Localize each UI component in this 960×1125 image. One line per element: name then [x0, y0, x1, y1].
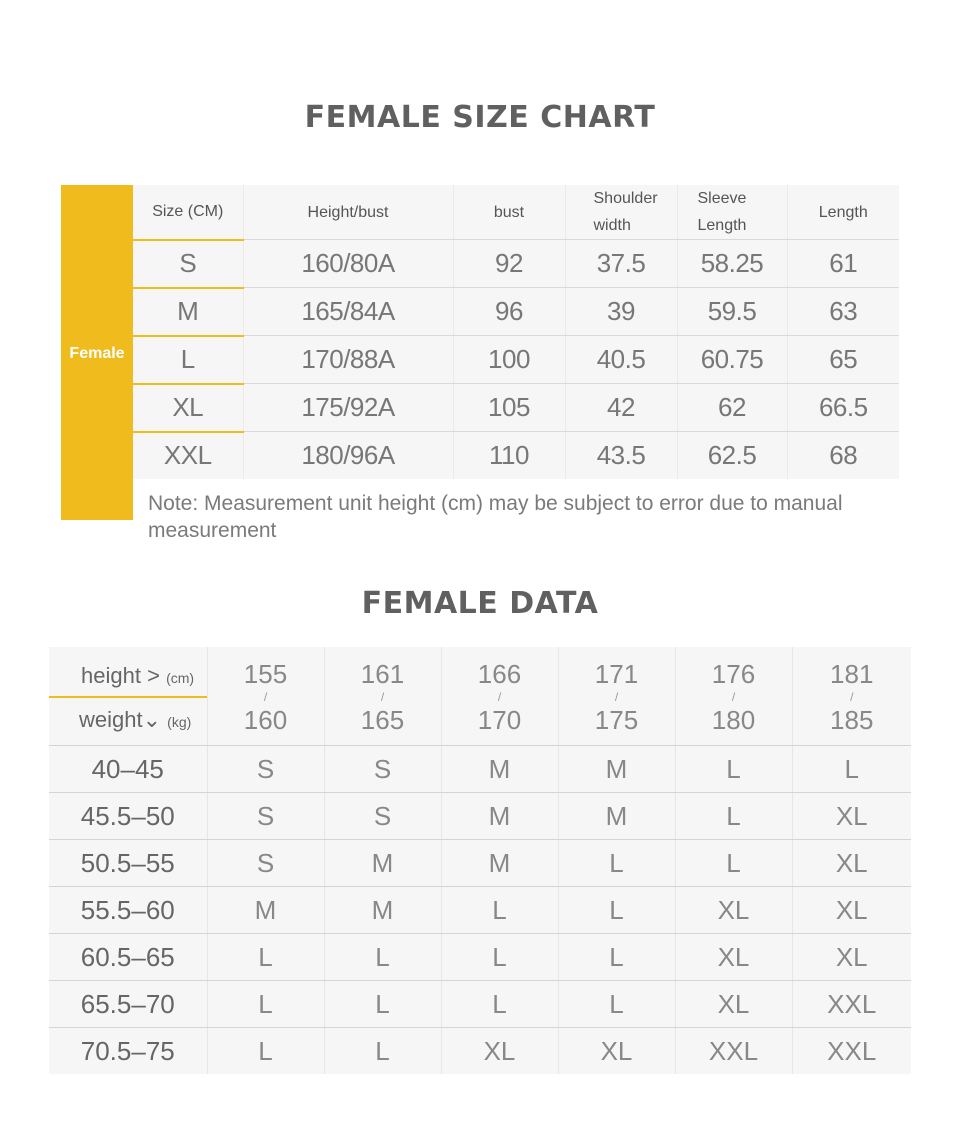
- size-row: [133, 288, 899, 336]
- cell-length: 63: [787, 288, 899, 336]
- height-range-header: [558, 647, 675, 746]
- size-cell: S: [207, 746, 324, 793]
- cell-length: 61: [787, 240, 899, 288]
- size-chart-header-row: [133, 185, 899, 240]
- cell-bust: 105: [453, 384, 565, 432]
- size-cell: XL: [792, 793, 911, 840]
- height-range-header: [675, 647, 792, 746]
- cell-shoulder-width: 43.5: [565, 432, 677, 479]
- size-cell: XL: [792, 934, 911, 981]
- size-cell: M: [441, 746, 558, 793]
- size-row: [133, 336, 899, 384]
- size-cell: M: [324, 887, 441, 934]
- cell-bust: 110: [453, 432, 565, 479]
- height-axis-label: height > (cm): [81, 663, 195, 688]
- height-range-from: 155: [243, 659, 288, 689]
- size-cell: XL: [675, 934, 792, 981]
- size-chart-title: FEMALE SIZE CHART: [304, 100, 656, 135]
- cell-shoulder-width: 39: [565, 288, 677, 336]
- height-range-to: 160: [243, 705, 288, 735]
- cell-sleeve-length: 59.5: [677, 288, 787, 336]
- height-range-from: 181: [830, 659, 874, 689]
- weight-range-cell: 70.5–75: [49, 1028, 207, 1075]
- weight-range-cell: 50.5–55: [49, 840, 207, 887]
- height-range-sep: /: [850, 690, 854, 704]
- cell-sleeve-length: 62: [677, 384, 787, 432]
- cell-sleeve-length: 60.75: [677, 336, 787, 384]
- size-cell: XXL: [792, 981, 911, 1028]
- header-shoulder-width: Shoulder width: [565, 185, 677, 240]
- cell-size: S: [133, 240, 243, 288]
- size-cell: S: [207, 840, 324, 887]
- cell-shoulder-width: 42: [565, 384, 677, 432]
- cell-height-bust: 165/84A: [243, 288, 453, 336]
- height-range-sep: /: [380, 690, 385, 704]
- size-cell: M: [441, 840, 558, 887]
- grid-header-row: [49, 647, 911, 746]
- size-cell: M: [441, 793, 558, 840]
- size-cell: L: [675, 840, 792, 887]
- size-row: [133, 240, 899, 288]
- size-row: [133, 432, 899, 479]
- height-range-from: 176: [711, 659, 756, 689]
- size-cell: L: [207, 981, 324, 1028]
- size-cell: M: [207, 887, 324, 934]
- height-range-to: 175: [594, 705, 639, 735]
- header-bust: bust: [453, 185, 565, 240]
- weight-axis-label: weight⌄ (kg): [79, 707, 192, 732]
- cell-sleeve-length: 62.5: [677, 432, 787, 479]
- size-cell: L: [441, 981, 558, 1028]
- height-range-from: 166: [477, 659, 522, 689]
- cell-length: 68: [829, 439, 858, 470]
- size-data-grid: [49, 647, 911, 1074]
- cell-height-bust: 170/88A: [243, 336, 453, 384]
- cell-length: 65: [787, 336, 899, 384]
- size-cell: XL: [675, 981, 792, 1028]
- size-row: [133, 384, 899, 432]
- size-cell: L: [324, 934, 441, 981]
- size-cell: XL: [792, 887, 911, 934]
- size-cell: M: [558, 746, 675, 793]
- size-cell: L: [792, 746, 911, 793]
- size-cell: L: [558, 840, 675, 887]
- weight-range-cell: 45.5–50: [49, 793, 207, 840]
- cell-size: XXL: [133, 432, 243, 479]
- weight-row: [49, 981, 911, 1028]
- cell-height-bust: 160/80A: [243, 240, 453, 288]
- height-range-to: 180: [711, 705, 756, 735]
- height-range-to: 185: [830, 705, 874, 735]
- size-cell: L: [558, 934, 675, 981]
- weight-range-cell: 40–45: [49, 746, 207, 793]
- height-range-to: 165: [360, 705, 405, 735]
- cell-bust: 100: [453, 336, 565, 384]
- height-range-sep: /: [614, 690, 619, 704]
- size-cell: XXL: [675, 1028, 792, 1075]
- weight-range-cell: 55.5–60: [49, 887, 207, 934]
- height-range-header: [207, 647, 324, 746]
- height-range-from: 171: [594, 659, 639, 689]
- size-cell: S: [324, 793, 441, 840]
- size-cell: L: [324, 981, 441, 1028]
- cell-size: L: [133, 336, 243, 384]
- header-size: Size (CM): [133, 185, 243, 240]
- grid-corner-cell: [49, 647, 207, 746]
- size-cell: M: [558, 793, 675, 840]
- measurement-note: Note: Measurement unit height (cm) may be subject to error due to manual measurement: [148, 492, 843, 542]
- female-group-bar: [61, 185, 133, 520]
- size-cell: L: [324, 1028, 441, 1075]
- weight-row: [49, 887, 911, 934]
- cell-bust: 96: [453, 288, 565, 336]
- weight-range-cell: 60.5–65: [49, 934, 207, 981]
- size-cell: L: [207, 1028, 324, 1075]
- corner-divider: [49, 696, 207, 698]
- size-cell: XXL: [827, 1035, 877, 1066]
- size-cell: S: [324, 746, 441, 793]
- cell-shoulder-width: 40.5: [565, 336, 677, 384]
- weight-row: [49, 934, 911, 981]
- height-range-to: 170: [477, 705, 522, 735]
- height-range-header: [792, 647, 911, 746]
- height-range-sep: /: [731, 690, 736, 704]
- cell-shoulder-width: 37.5: [565, 240, 677, 288]
- cell-sleeve-length: 58.25: [677, 240, 787, 288]
- size-cell: L: [441, 887, 558, 934]
- cell-size: M: [133, 288, 243, 336]
- size-chart-table: [133, 185, 899, 479]
- size-cell: L: [558, 887, 675, 934]
- header-sleeve-length: Sleeve Length: [677, 185, 787, 240]
- cell-length: 66.5: [787, 384, 899, 432]
- size-cell: XL: [558, 1028, 675, 1075]
- weight-row: [49, 1028, 911, 1075]
- height-range-header: [441, 647, 558, 746]
- size-cell: L: [675, 793, 792, 840]
- cell-height-bust: 180/96A: [243, 432, 453, 479]
- size-cell: L: [558, 981, 675, 1028]
- weight-row: [49, 746, 911, 793]
- cell-size: XL: [133, 384, 243, 432]
- weight-row: [49, 840, 911, 887]
- size-cell: XL: [792, 840, 911, 887]
- size-cell: S: [207, 793, 324, 840]
- header-length: Length: [787, 185, 899, 240]
- size-cell: XL: [675, 887, 792, 934]
- female-group-label: Female: [69, 345, 125, 362]
- size-cell: L: [207, 934, 324, 981]
- height-range-sep: /: [263, 690, 268, 704]
- cell-height-bust: 175/92A: [243, 384, 453, 432]
- header-height-bust: Height/bust: [243, 185, 453, 240]
- height-range-from: 161: [360, 659, 405, 689]
- height-range-header: [324, 647, 441, 746]
- weight-row: [49, 793, 911, 840]
- weight-range-cell: 65.5–70: [49, 981, 207, 1028]
- height-range-sep: /: [497, 690, 502, 704]
- size-cell: XL: [441, 1028, 558, 1075]
- size-cell: L: [675, 746, 792, 793]
- cell-bust: 92: [453, 240, 565, 288]
- data-grid-title: FEMALE DATA: [361, 586, 599, 621]
- size-cell: M: [324, 840, 441, 887]
- size-cell: L: [441, 934, 558, 981]
